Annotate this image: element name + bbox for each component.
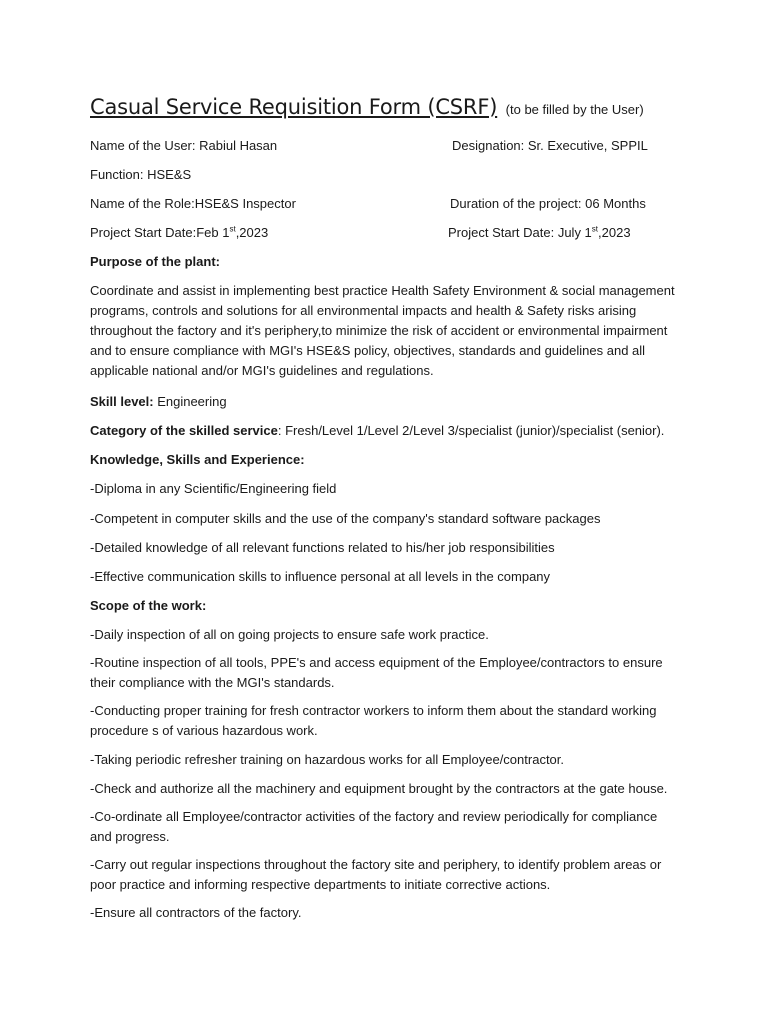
purpose-text: Coordinate and assist in implementing best practice Health Safety Environment & social management programs, controls and solutions for all environmental impacts and health & Safety risks arising throughout the factory and it's periphery,to minimize the risk of accident or environmental impairment and to ensure compliance with MGI's HSE&S policy, objectives, standards and guidelines and all applicable national and/or MGI's guidelines and regulations. <box>90 283 675 378</box>
skill-category <box>90 421 664 441</box>
start-date-suffix: ,2023 <box>235 225 269 240</box>
scope-item: -Conducting proper training for fresh contractor workers to inform them about the standard working procedure s of various hazardous work. <box>90 703 657 738</box>
end-date-suffix: ,2023 <box>598 225 631 240</box>
scope-item: -Taking periodic refresher training on hazardous works for all Employee/contractor. <box>90 752 565 767</box>
function: Function: HSE&S <box>90 167 192 182</box>
designation: Designation: Sr. Executive, SPPIL <box>452 138 648 153</box>
end-date-sup: st <box>591 224 599 234</box>
start-date-prefix: Project Start Date:Feb 1 <box>90 225 230 240</box>
role-name: Name of the Role:HSE&S Inspector <box>90 196 296 211</box>
scope-item: -Daily inspection of all on going projects to ensure safe work practice. <box>90 627 489 642</box>
skill-category-value: : Fresh/Level 1/Level 2/Level 3/specialist (junior)/specialist (senior). <box>277 423 665 438</box>
scope-item: -Routine inspection of all tools, PPE's and access equipment of the Employee/contractors to ensure their compliance with the MGI's standards. <box>90 655 663 690</box>
start-date-sup: st <box>229 224 236 234</box>
scope-item: -Check and authorize all the machinery and equipment brought by the contractors at the gate house. <box>90 781 668 796</box>
skill-level <box>90 392 227 412</box>
scope-item: -Ensure all contractors of the factory. <box>90 905 302 920</box>
project-duration: Duration of the project: 06 Months <box>450 196 646 211</box>
knowledge-item: -Diploma in any Scientific/Engineering field <box>90 481 337 496</box>
knowledge-heading: Knowledge, Skills and Experience: <box>90 452 305 467</box>
skill-level-label: Skill level: <box>90 394 154 409</box>
title-row <box>90 95 644 119</box>
scope-item: -Co-ordinate all Employee/contractor activities of the factory and review periodically for compliance and progress. <box>90 809 658 844</box>
project-end-date <box>448 223 631 243</box>
scope-item: -Carry out regular inspections throughout the factory site and periphery, to identify problem areas or poor practice and informing respective departments to initiate corrective actions. <box>90 857 662 892</box>
scope-heading: Scope of the work: <box>90 598 207 613</box>
skill-category-label: Category of the skilled service <box>90 423 278 438</box>
knowledge-item: -Competent in computer skills and the use of the company's standard software packages <box>90 511 601 526</box>
knowledge-item: -Effective communication skills to influence personal at all levels in the company <box>90 569 551 584</box>
title-note: (to be filled by the User) <box>505 102 644 117</box>
project-start-date <box>90 223 268 243</box>
purpose-heading: Purpose of the plant: <box>90 254 220 269</box>
user-name: Name of the User: Rabiul Hasan <box>90 138 278 153</box>
end-date-prefix: Project Start Date: July 1 <box>448 225 592 240</box>
skill-level-value: Engineering <box>153 394 227 409</box>
knowledge-item: -Detailed knowledge of all relevant functions related to his/her job responsibilities <box>90 540 555 555</box>
form-title: Casual Service Requisition Form (CSRF) <box>90 95 498 119</box>
